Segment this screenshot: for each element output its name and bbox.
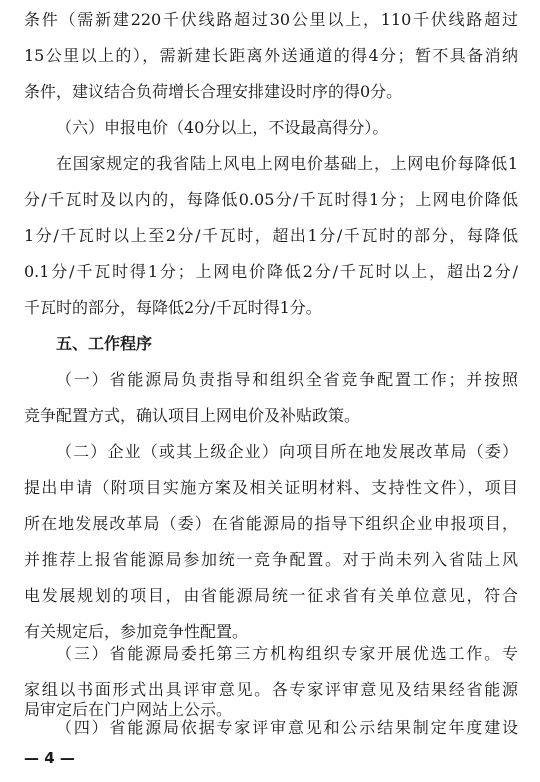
text-line: 并推荐上报省能源局参加统一竞争配置。对于尚未列入省陆上风 [24, 550, 518, 569]
text-line: 分/千瓦时及以内的，每降低0.05分/千瓦时得1分；上网电价降低 [24, 190, 518, 209]
page-number: — 4 — [24, 749, 75, 767]
text-line: 千瓦时的部分，每降低2分/千瓦时得1分。 [24, 298, 322, 317]
text-line: 条件，建议结合负荷增长合理安排建设时序的得0分。 [24, 82, 403, 101]
text-line: 有关规定后，参加竞争性配置。 [24, 622, 249, 641]
text-line: 家组以书面形式出具评审意见。各专家评审意见及结果经省能源 [24, 680, 518, 699]
text-line: 0.1分/千瓦时得1分；上网电价降低2分/千瓦时以上，超出2分/ [24, 262, 518, 281]
text-line: 提出申请（附项目实施方案及相关证明材料、支持性文件），项目 [24, 478, 518, 497]
text-line: 所在地发展改革局（委）在省能源局的指导下组织企业申报项目， [24, 514, 518, 533]
text-line: 局审定后在门户网站上公示。 [24, 700, 233, 719]
text-line: 竞争配置方式，确认项目上网电价及补贴政策。 [24, 406, 361, 425]
text-line: 在国家规定的我省陆上风电上网电价基础上，上网电价每降低1 [56, 154, 518, 173]
text-line: （三）省能源局委托第三方机构组织专家开展优选工作。专 [56, 644, 518, 663]
text-line: （二）企业（或其上级企业）向项目所在地发展改革局（委） [56, 442, 518, 461]
text-line: （四）省能源局依据专家评审意见和公示结果制定年度建设 [56, 718, 518, 737]
text-line: 条件（需新建220千伏线路超过30公里以上，110千伏线路超过 [24, 10, 518, 29]
text-line: （一）省能源局负责指导和组织全省竞争配置工作；并按照 [56, 370, 518, 389]
text-line: 15公里以上的），需新建长距离外送通道的得4分；暂不具备消纳 [24, 46, 518, 65]
section-title-work-procedure: 五、工作程序 [56, 334, 153, 353]
section-heading-six: （六）申报电价（40分以上，不设最高得分）。 [56, 118, 389, 137]
text-line: 电发展规划的项目，由省能源局统一征求省有关单位意见，符合 [24, 586, 518, 605]
text-line: 1分/千瓦时以上至2分/千瓦时，超出1分/千瓦时的部分，每降低 [24, 226, 518, 245]
